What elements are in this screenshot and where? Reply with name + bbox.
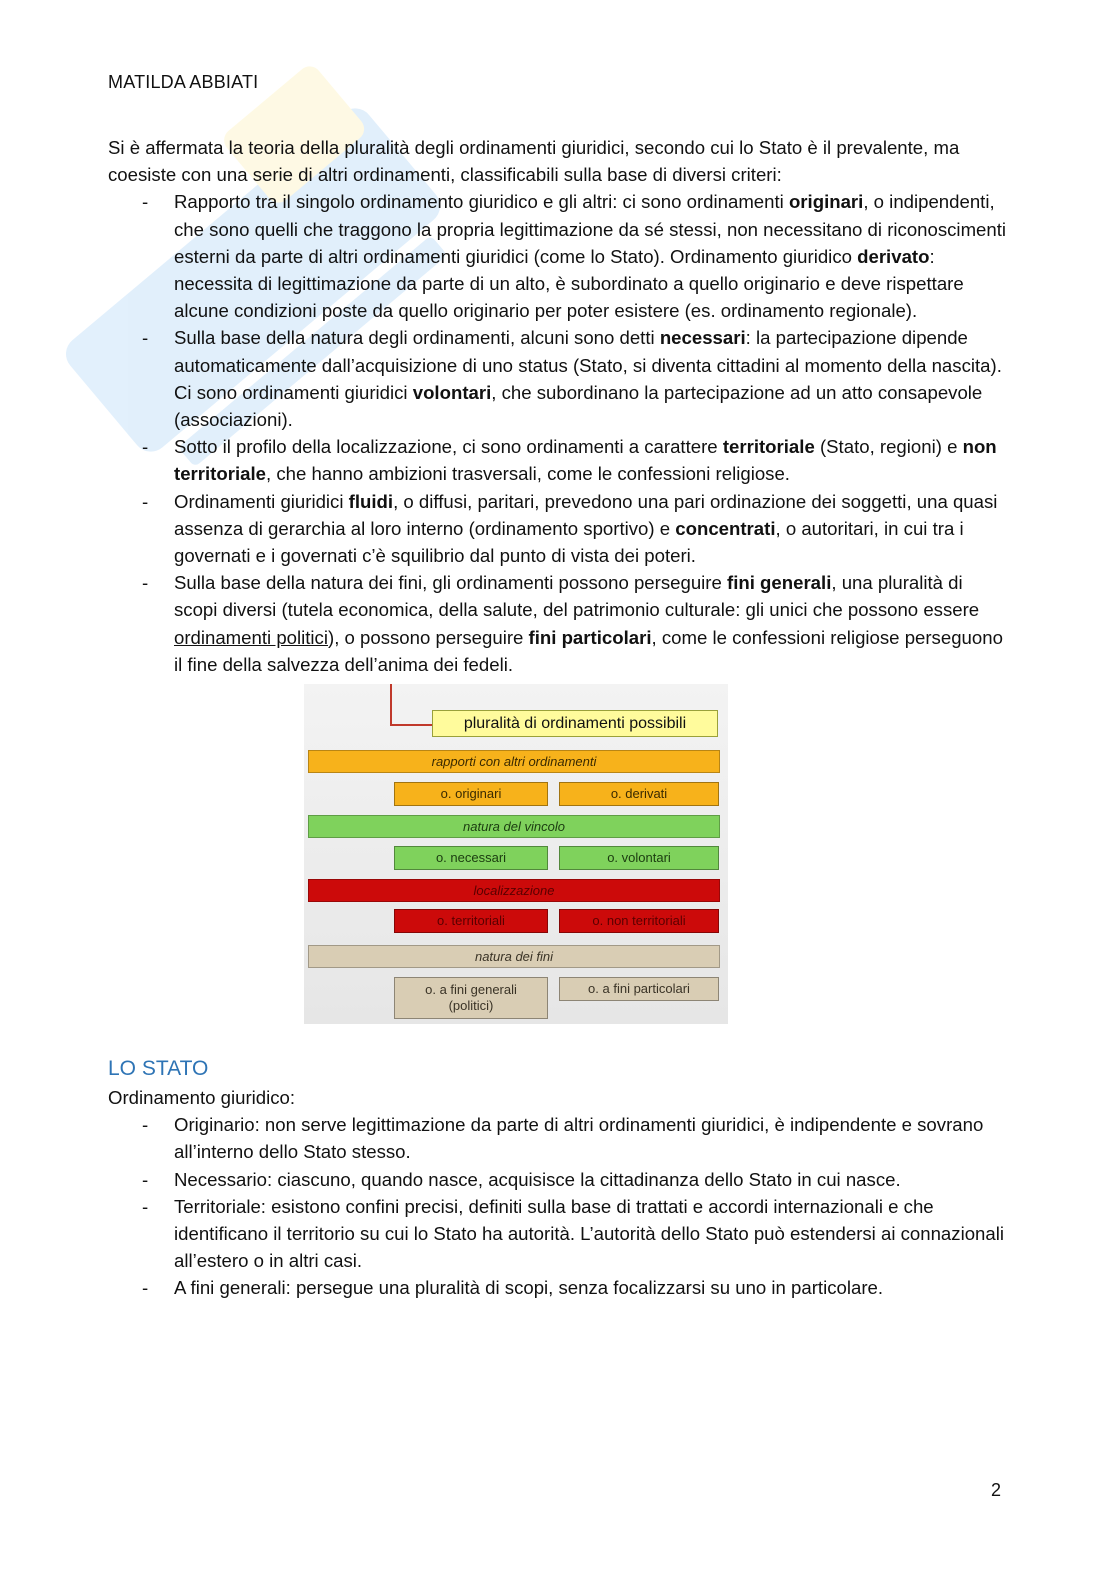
box-derivati: o. derivati xyxy=(559,782,719,806)
keyword: non territoriale xyxy=(174,436,997,485)
row-header-localizzazione: localizzazione xyxy=(308,879,720,902)
keyword: fini generali xyxy=(727,572,832,594)
keyword: originari xyxy=(788,191,864,213)
row-header-rapporti: rapporti con altri ordinamenti xyxy=(308,750,720,773)
author-name: MATILDA ABBIATI xyxy=(108,72,259,92)
box-label: o. a fini generali xyxy=(425,982,517,998)
section-subtitle: Ordinamento giuridico: xyxy=(108,1087,296,1109)
intro-paragraph: Si è affermata la teoria della pluralità degli ordinamenti giuridici, secondo cui lo Stato è il prevalente, ma coesiste con una serie di altri ordinamenti, classificabili sulla base di diversi criteri: xyxy=(108,137,960,186)
connector-line xyxy=(390,684,392,726)
list-item xyxy=(174,569,1008,678)
keyword: necessari xyxy=(659,327,746,349)
box-fini-generali xyxy=(394,977,548,1019)
section-title: LO STATO xyxy=(108,1057,209,1081)
text: , come le confessioni religiose perseguono il fine della salvezza dell’anima dei fedeli. xyxy=(174,626,1003,675)
page-number: 2 xyxy=(991,1480,1002,1500)
row-header-fini: natura dei fini xyxy=(308,945,720,968)
connector-line xyxy=(390,724,432,726)
list-item xyxy=(174,188,1008,324)
keyword: fini particolari xyxy=(528,626,652,648)
text: Rapporto tra il singolo ordinamento giuridico e gli altri: ci sono ordinamenti xyxy=(174,191,789,213)
keyword: concentrati xyxy=(675,517,776,539)
box-necessari: o. necessari xyxy=(394,846,548,870)
box-label: (politici) xyxy=(448,998,494,1014)
text: ), o possono perseguire xyxy=(328,626,529,648)
diagram-title: pluralità di ordinamenti possibili xyxy=(432,710,718,737)
text: , o diffusi, paritari, prevedono una pari ordinazione dei soggetti, una quasi assenza di gerarchia al loro interno (ordinamento sportivo) e xyxy=(174,490,998,539)
keyword: derivato xyxy=(857,245,930,267)
list-item: - Necessario: ciascuno, quando nasce, acquisisce la cittadinanza dello Stato in cui nasce. xyxy=(174,1166,1008,1193)
ordinamenti-diagram xyxy=(304,684,728,1024)
criteria-list xyxy=(108,188,1008,678)
box-fini-particolari: o. a fini particolari xyxy=(559,977,719,1001)
text: Sulla base della natura dei fini, gli ordinamenti possono perseguire xyxy=(174,572,727,594)
list-item xyxy=(174,488,1008,570)
list-item xyxy=(174,324,1008,433)
text: (Stato, regioni) e xyxy=(814,436,963,458)
text: , che hanno ambizioni trasversali, come le confessioni religiose. xyxy=(265,463,790,485)
text: , o autoritari, in cui tra i governati e i governati c’è squilibrio dal punto di vista dei poteri. xyxy=(174,517,964,567)
row-header-vincolo: natura del vincolo xyxy=(308,815,720,838)
text: : necessita di legittimazione da parte di un alto, è subordinato a quello originario e deve rispettare alcune condizioni poste da quello originario per poter esistere (es. ordinamento regionale). xyxy=(174,245,964,322)
text: Sotto il profilo della localizzazione, ci sono ordinamenti a carattere xyxy=(174,436,723,458)
list-item: - Territoriale: esistono confini precisi, definiti sulla base di trattati e accordi internazionali e che identificano il territorio su cui lo Stato ha autorità. L’autorità dello Stato può estendersi ai connazionali all’estero o in altri casi. xyxy=(174,1193,1008,1275)
text: , che subordinano la partecipazione ad un atto consapevole (associazioni). xyxy=(174,381,983,431)
text: Ordinamenti giuridici xyxy=(174,490,349,512)
stato-list xyxy=(108,1111,1008,1301)
text: : la partecipazione dipende automaticamente dall’acquisizione di uno status (Stato, si diventa cittadini al momento della nascita). Ci sono ordinamenti giuridici xyxy=(174,327,1002,403)
keyword: volontari xyxy=(412,381,492,403)
underlined-term: ordinamenti politici xyxy=(174,626,328,648)
text: , o indipendenti, che sono quelli che traggono la propria legittimazione da sé stessi, non necessitano di riconoscimenti esterni da parte di altri ordinamenti giuridici (come lo Stato). Ordinamento giuridico xyxy=(174,191,1007,267)
list-item: - A fini generali: persegue una pluralità di scopi, senza focalizzarsi su uno in particolare. xyxy=(174,1274,1008,1301)
keyword: territoriale xyxy=(722,436,815,458)
document-body xyxy=(108,134,1008,1302)
box-territoriali: o. territoriali xyxy=(394,909,548,933)
list-item: - Originario: non serve legittimazione da parte di altri ordinamenti giuridici, è indipendente e sovrano all’interno dello Stato stesso. xyxy=(174,1111,1008,1165)
keyword: fluidi xyxy=(348,490,394,512)
box-volontari: o. volontari xyxy=(559,846,719,870)
text: , una pluralità di scopi diversi (tutela economica, della salute, del patrimonio culturale: gli unici che possono essere xyxy=(174,572,980,621)
text: Sulla base della natura degli ordinamenti, alcuni sono detti xyxy=(174,327,660,349)
box-non-territoriali: o. non territoriali xyxy=(559,909,719,933)
box-originari: o. originari xyxy=(394,782,548,806)
list-item xyxy=(174,433,1008,487)
